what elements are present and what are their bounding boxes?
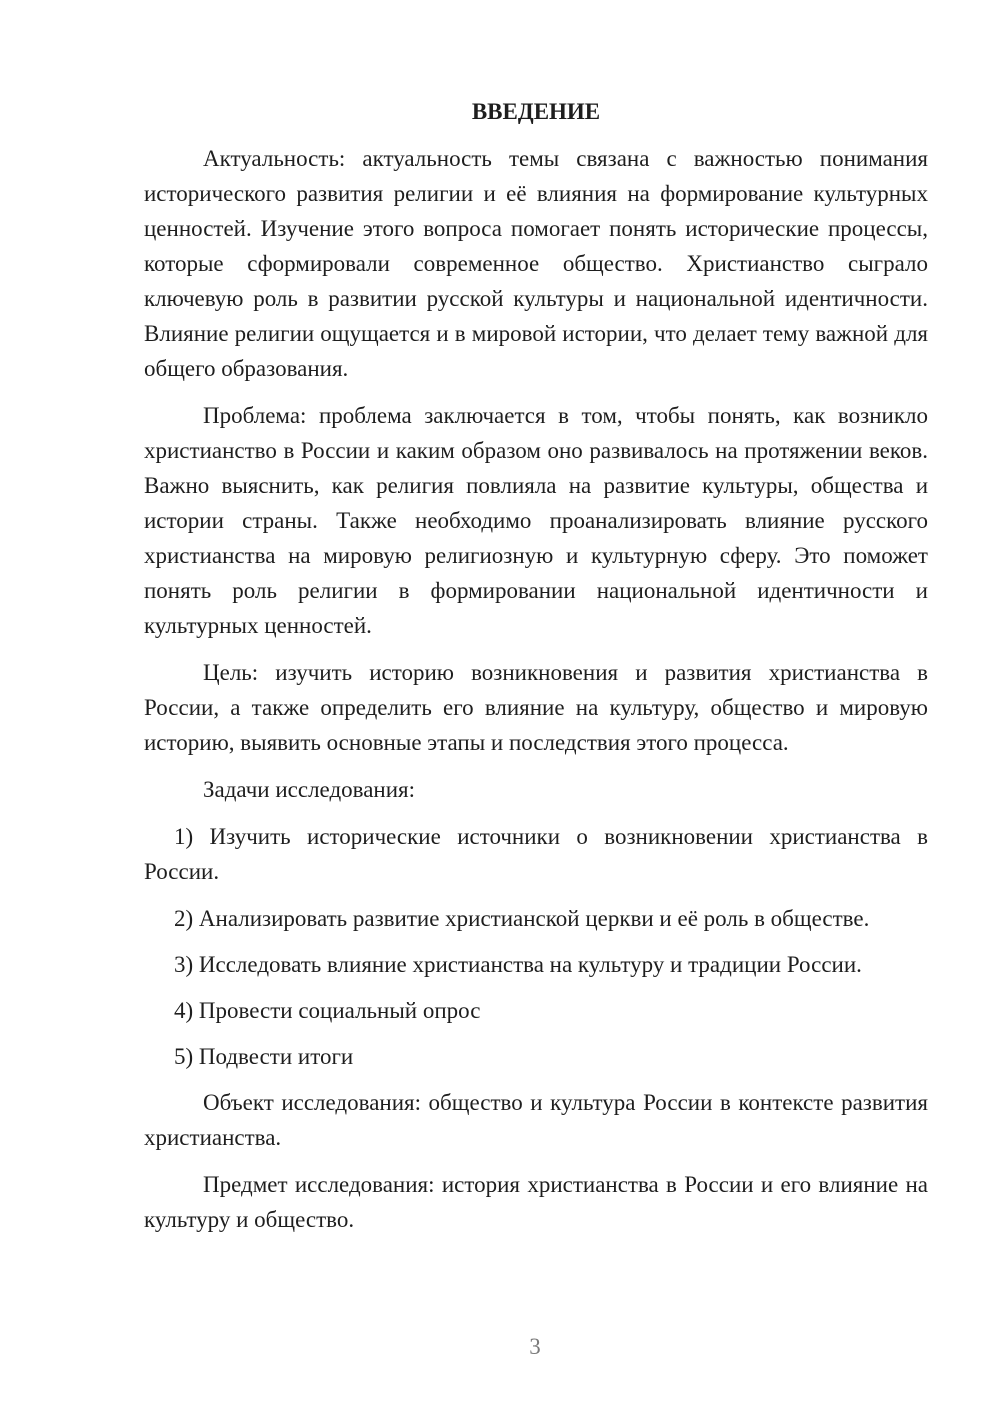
- task-item-3: 3) Исследовать влияние христианства на культуру и традиции России.: [174, 952, 862, 977]
- object-paragraph: Объект исследования: общество и культура России в контексте развития христианства.: [144, 1090, 928, 1150]
- tasks-heading: Задачи исследования:: [203, 777, 416, 802]
- page-content: [144, 94, 928, 1249]
- goal-paragraph: Цель: изучить историю возникновения и развития христианства в России, а также определить его влияние на культуру, общество и мировую историю, выявить основные этапы и последствия этого процесса.: [144, 660, 928, 755]
- task-item-1: 1) Изучить исторические источники о возникновении христианства в России.: [144, 824, 928, 884]
- task-item-4: 4) Провести социальный опрос: [174, 998, 481, 1023]
- relevance-paragraph: Актуальность: актуальность темы связана с важностью понимания исторического развития религии и её влияния на формирование культурных ценностей. Изучение этого вопроса помогает понять исторические процессы, которые сформировали современное общество. Христианство сыграло ключевую роль в развитии русской культуры и национальной идентичности. Влияние религии ощущается и в мировой истории, что делает тему важной для общего образования.: [144, 146, 928, 381]
- problem-paragraph: Проблема: проблема заключается в том, чтобы понять, как возникло христианство в России и каким образом оно развивалось на протяжении веков. Важно выяснить, как религия повлияла на развитие культуры, общества и истории страны. Также необходимо проанализировать влияние русского христианства на мировую религиозную и культурную сферу. Это поможет понять роль религии в формировании национальной идентичности и культурных ценностей.: [144, 403, 928, 638]
- section-title: ВВЕДЕНИЕ: [471, 99, 601, 124]
- page-number: 3: [529, 1334, 541, 1359]
- task-item-2: 2) Анализировать развитие христианской церкви и её роль в обществе.: [174, 906, 870, 931]
- task-item-5: 5) Подвести итоги: [174, 1044, 354, 1069]
- subject-paragraph: Предмет исследования: история христианства в России и его влияние на культуру и общество.: [144, 1172, 928, 1232]
